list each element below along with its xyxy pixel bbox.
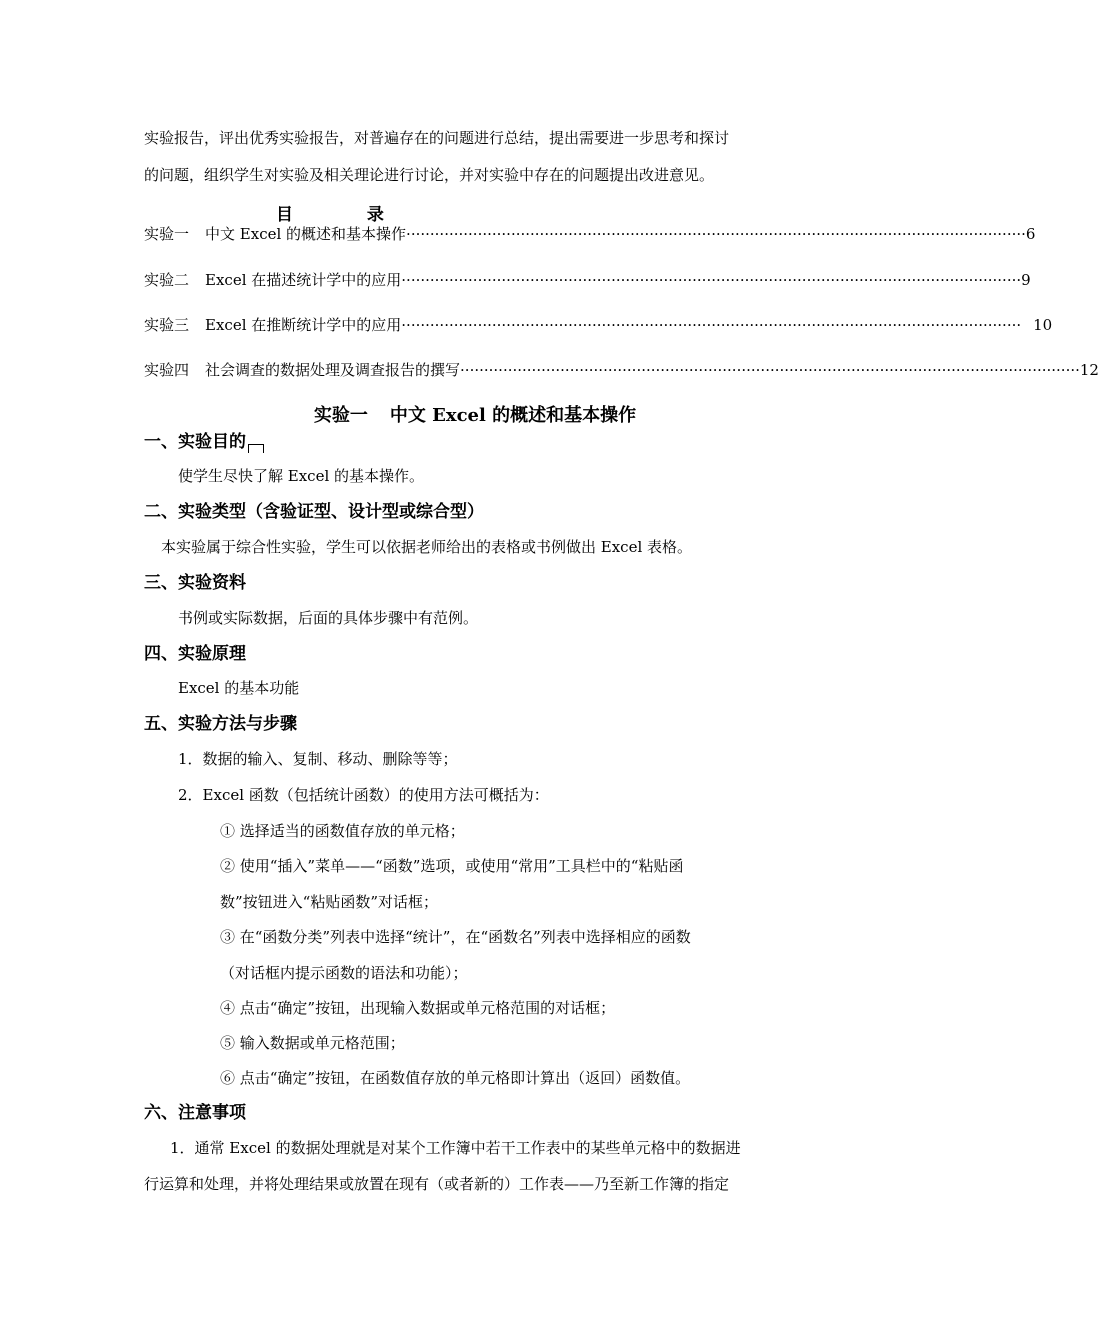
section-3-body: 书例或实际数据，后面的具体步骤中有范例。 (178, 609, 479, 627)
intro-line-1: 实验报告，评出优秀实验报告，对普遍存在的问题进行总结，提出需要进一步思考和探讨 (144, 129, 730, 147)
section-5-sub-2a: ② 使用“插入”菜单——“函数”选项，或使用“常用”工具栏中的“粘贴函 (220, 857, 684, 875)
section-5-sub-3b: （对话框内提示函数的语法和功能）； (220, 964, 468, 982)
section-5-sub-3a: ③ 在“函数分类”列表中选择“统计”，在“函数名”列表中选择相应的函数 (220, 928, 691, 946)
section-5-sub-6: ⑥ 点击“确定”按钮，在函数值存放的单元格即计算出（返回）函数值。 (220, 1069, 691, 1087)
section-6-line-1: 1．通常 Excel 的数据处理就是对某个工作簿中若干工作表中的某些单元格中的数据进 (170, 1139, 741, 1157)
toc-row-text: 社会调查的数据处理及调查报告的撰写 (205, 361, 461, 379)
toc-row-page: 10 (1033, 316, 1053, 334)
toc-row-1[interactable] (144, 224, 1036, 244)
section-5-step-2: 2．Excel 函数（包括统计函数）的使用方法可概括为： (178, 786, 549, 804)
section-5-heading: 五、实验方法与步骤 (144, 714, 297, 734)
section-2-heading: 二、实验类型（含验证型、设计型或综合型） (144, 502, 484, 522)
section-5-sub-2b: 数”按钮进入“粘贴函数”对话框； (220, 893, 439, 911)
toc-title-char-2: 录 (366, 205, 384, 225)
section-5-sub-4: ④ 点击“确定”按钮，出现输入数据或单元格范围的对话框； (220, 999, 616, 1017)
toc-row-page: 9 (1021, 271, 1031, 289)
experiment-title-text: 中文 Excel 的概述和基本操作 (389, 405, 637, 426)
section-5-step-1: 1．数据的输入、复制、移动、删除等等； (178, 750, 458, 768)
toc-row-label: 实验四 (144, 361, 190, 379)
section-5-sub-1: ① 选择适当的函数值存放的单元格； (220, 822, 465, 840)
section-4-body: Excel 的基本功能 (178, 679, 300, 697)
toc-row-label: 实验三 (144, 316, 190, 334)
intro-line-2: 的问题，组织学生对实验及相关理论进行讨论，并对实验中存在的问题提出改进意见。 (144, 166, 715, 184)
experiment-title (0, 404, 950, 428)
section-1-body: 使学生尽快了解 Excel 的基本操作。 (178, 467, 425, 485)
toc-row-2[interactable] (144, 270, 1031, 290)
toc-row-text: 中文 Excel 的概述和基本操作 (205, 225, 407, 243)
toc-leader-dots: ·································································································································· (406, 225, 1026, 243)
toc-row-page: 6 (1025, 225, 1036, 243)
experiment-title-number: 实验一 (313, 405, 368, 426)
section-2-body: 本实验属于综合性实验，学生可以依据老师给出的表格或书例做出 Excel 表格。 (161, 538, 693, 556)
section-1-heading (144, 431, 264, 453)
toc-row-text: Excel 在推断统计学中的应用 (205, 316, 402, 334)
toc-leader-dots: ·································································································································· (401, 316, 1022, 334)
toc-leader-dots: ·································································································································· (460, 361, 1080, 379)
toc-row-label: 实验一 (144, 225, 190, 243)
toc-row-label: 实验二 (144, 271, 190, 289)
section-6-line-2: 行运算和处理，并将处理结果或放置在现有（或者新的）工作表——乃至新工作簿的指定 (144, 1175, 730, 1193)
edit-mark (248, 444, 264, 453)
section-5-sub-5: ⑤ 输入数据或单元格范围； (220, 1034, 405, 1052)
toc-title (276, 200, 384, 225)
toc-row-text: Excel 在描述统计学中的应用 (205, 271, 402, 289)
section-1-heading-text: 一、实验目的 (144, 432, 246, 452)
section-4-heading: 四、实验原理 (144, 644, 246, 664)
toc-title-char-1: 目 (276, 205, 293, 225)
section-3-heading: 三、实验资料 (144, 573, 246, 593)
section-6-heading: 六、注意事项 (144, 1103, 246, 1123)
toc-row-3[interactable] (144, 315, 1053, 335)
toc-leader-dots: ·································································································································· (401, 271, 1022, 289)
toc-row-page: 12 (1079, 361, 1099, 379)
toc-row-4[interactable] (144, 360, 1099, 380)
